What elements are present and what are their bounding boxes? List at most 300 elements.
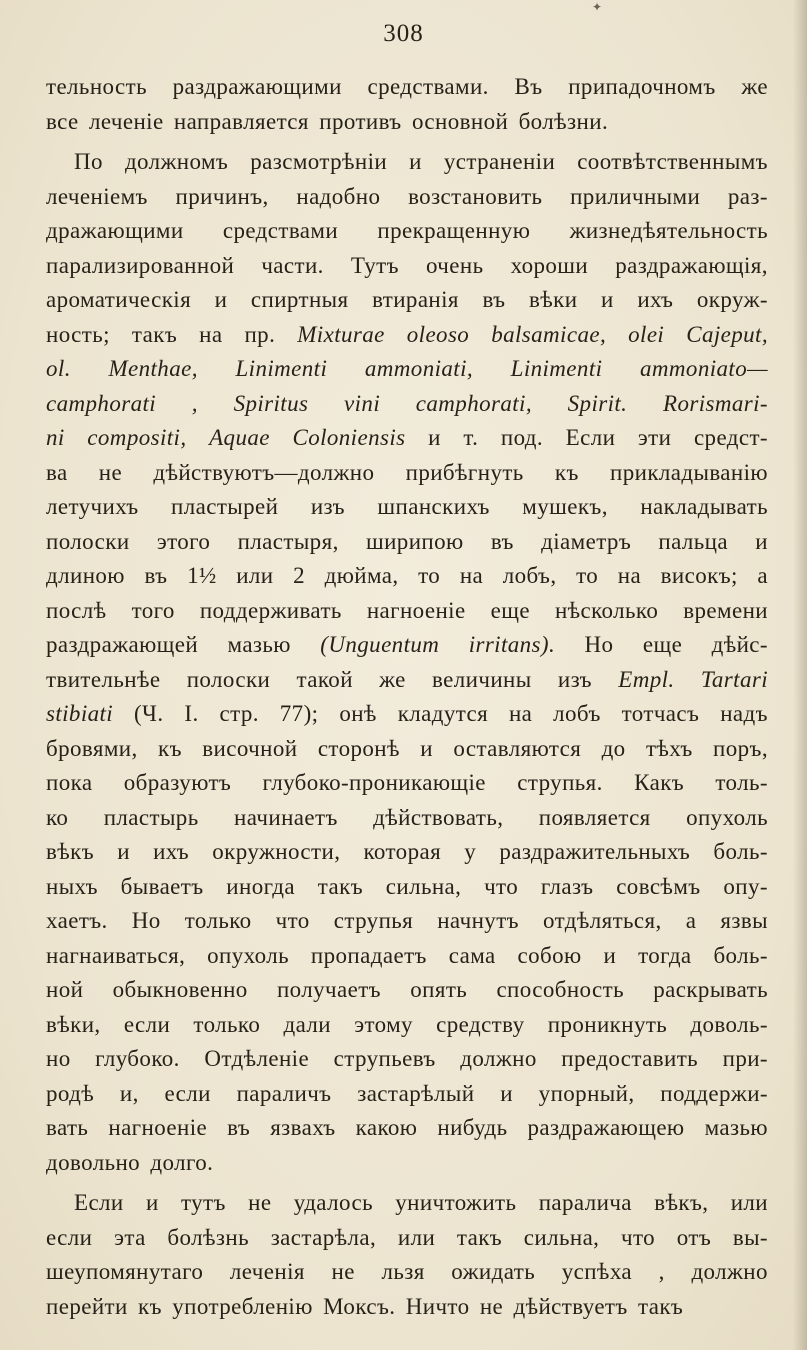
word: втиранія — [372, 287, 459, 312]
word: къ — [554, 459, 579, 485]
text-line — [46, 387, 768, 422]
word: опухоль — [207, 942, 290, 968]
page-edge-shadow — [793, 0, 807, 1350]
word: пластырь — [103, 804, 199, 830]
word: доволь- — [690, 1011, 768, 1037]
word: въ — [144, 563, 168, 588]
word: сторонѣ — [317, 735, 400, 761]
word: не — [479, 1293, 504, 1319]
word: раздражающей — [46, 632, 199, 657]
word: на — [459, 563, 484, 588]
word: величины — [432, 666, 532, 692]
latin-term-word: Aquae — [209, 425, 270, 450]
word: пластыря, — [237, 528, 339, 554]
word: же — [741, 74, 768, 99]
word: леченіе — [88, 108, 164, 134]
word: такъ — [317, 873, 363, 899]
word: ароматическія — [46, 287, 192, 312]
word: вы- — [732, 1224, 768, 1250]
word: а — [685, 908, 697, 933]
word: такъ — [456, 1224, 503, 1250]
word: леченіемъ — [46, 183, 148, 209]
word: эта — [114, 1224, 146, 1250]
word: если — [123, 1011, 171, 1037]
word: совсѣмъ — [616, 873, 701, 899]
word: удалось — [293, 1190, 373, 1215]
word: кладутся — [397, 701, 489, 726]
word: раз- — [727, 183, 768, 209]
word: соотвѣтственнымъ — [577, 149, 768, 174]
word: оставляются — [453, 735, 582, 761]
word: причинъ, — [175, 183, 269, 209]
word: довольно — [46, 1149, 141, 1175]
text-line — [46, 870, 768, 905]
word: застарѣла, — [270, 1224, 377, 1250]
word: образуютъ — [123, 770, 232, 795]
word: не — [331, 1259, 355, 1284]
body-text — [46, 70, 768, 1324]
latin-term-word: vini — [344, 390, 381, 416]
word: мазью — [227, 632, 291, 657]
word: т. — [463, 425, 479, 450]
paragraph — [46, 145, 768, 1180]
word: високъ; — [660, 563, 738, 588]
word: на — [617, 563, 642, 588]
ornament-mark: ✦ — [592, 0, 603, 14]
word: до — [601, 735, 626, 761]
text-line — [46, 525, 768, 560]
word: если — [46, 1224, 93, 1250]
word: на — [508, 701, 533, 726]
word: бровями, — [46, 735, 138, 761]
latin-term-word: ni — [46, 425, 65, 450]
word: пока — [46, 770, 93, 795]
word: глазъ — [540, 873, 594, 899]
word: сильна, — [523, 1224, 600, 1250]
text-line — [46, 801, 768, 836]
text-line — [46, 1186, 768, 1221]
latin-term-word: Coloniensis — [292, 425, 406, 450]
word: вѣкъ — [46, 839, 95, 864]
word: Если — [565, 425, 616, 450]
word: то — [576, 563, 599, 588]
text-line — [46, 732, 768, 767]
word: надъ — [720, 701, 768, 726]
word: если — [164, 1080, 211, 1106]
text-line — [46, 456, 768, 491]
text-line — [46, 318, 768, 353]
latin-term-word: balsamicae, — [491, 321, 607, 347]
word: послѣ — [46, 597, 107, 623]
word: окруж- — [696, 287, 768, 312]
word: дражающими — [46, 218, 184, 243]
text-line — [46, 1008, 768, 1043]
word: толь- — [715, 770, 768, 795]
latin-term-word: ammoniato— — [640, 356, 768, 381]
word: изъ — [310, 494, 345, 519]
word: и — [145, 1190, 159, 1215]
word: основной — [411, 108, 509, 134]
word: эти — [637, 425, 672, 450]
word: въ — [482, 287, 506, 312]
word: упорный, — [538, 1080, 635, 1106]
latin-term-word: compositi, — [87, 425, 187, 450]
word: начинаетъ — [234, 804, 338, 830]
word: длиною — [46, 563, 125, 588]
word: тутъ — [181, 1190, 226, 1215]
word: пр. — [244, 321, 276, 347]
word: дѣйствуютъ—должно — [153, 459, 375, 485]
word: Ничто — [405, 1293, 470, 1319]
word: и — [500, 1080, 513, 1106]
word: нѣсколько — [554, 597, 659, 623]
text-line — [46, 145, 768, 180]
word: 77); — [279, 701, 319, 726]
word: и — [420, 735, 433, 761]
word: приличными — [570, 183, 701, 209]
latin-term-word: Spirit. — [567, 390, 628, 416]
word: спиртныя — [250, 287, 349, 312]
word: дали — [283, 1011, 331, 1037]
word: же — [379, 666, 406, 692]
word: дѣйствуетъ — [513, 1293, 628, 1319]
word: под. — [500, 425, 544, 450]
word: ихъ — [153, 839, 190, 864]
word: твительнѣе — [46, 666, 161, 692]
word: предоставить — [561, 1046, 699, 1071]
word: разсмотрѣніи — [250, 149, 388, 174]
word: должно — [691, 1259, 768, 1284]
word: появляется — [538, 804, 651, 830]
word: и — [755, 528, 768, 554]
word: дюйма, — [324, 563, 399, 588]
latin-term-word: Linimenti — [510, 356, 603, 381]
word: сильна, — [385, 873, 462, 899]
text-line — [46, 939, 768, 974]
latin-term-word: camphorati — [46, 390, 157, 416]
word: парализированной — [46, 252, 235, 278]
word: раздражающею — [527, 1115, 685, 1140]
word: такъ — [638, 1293, 684, 1319]
word: Отдѣленіе — [204, 1046, 310, 1071]
latin-term-word: (Unguentum — [320, 632, 440, 657]
word: пластырей — [171, 494, 279, 519]
word: при- — [722, 1046, 768, 1071]
word: нибудь — [437, 1115, 508, 1140]
word: стр. — [219, 701, 259, 726]
latin-term-word: ol. — [46, 356, 71, 381]
word: только — [184, 908, 252, 933]
paragraph — [46, 70, 768, 139]
word: надобно — [296, 183, 381, 209]
word: тельность — [46, 74, 147, 99]
word: (Ч. — [133, 701, 164, 726]
text-line — [46, 421, 768, 456]
word: еще — [490, 597, 530, 623]
word: или — [730, 1190, 768, 1215]
word: опухоль — [686, 804, 768, 830]
word: которая — [363, 839, 442, 864]
word: нагнаиваться, — [46, 942, 186, 968]
word: язвахъ — [270, 1115, 336, 1140]
word: и — [409, 149, 422, 174]
word: ныхъ — [46, 873, 98, 899]
word: вѣки, — [46, 1011, 101, 1037]
latin-term-word: olei — [628, 321, 665, 347]
text-line — [46, 973, 768, 1008]
word: нагноеніе — [366, 597, 466, 623]
word: струпья — [333, 908, 414, 933]
word: еще — [642, 632, 683, 657]
word: прекращенную — [377, 218, 531, 243]
word: шпанскихъ — [377, 494, 490, 519]
word: хороши — [510, 252, 589, 278]
word: этому — [354, 1011, 413, 1037]
word: очень — [425, 252, 484, 278]
word: лобъ — [553, 701, 601, 726]
text-line — [46, 249, 768, 284]
word: паралича — [538, 1190, 632, 1215]
latin-term-word: irritans). — [468, 632, 556, 657]
word: Какъ — [634, 770, 685, 795]
word: 1½ — [187, 563, 217, 588]
word: жизнедѣятельность — [569, 218, 768, 243]
word: височной — [202, 735, 298, 761]
word: ко — [46, 804, 69, 830]
word: и — [601, 287, 614, 312]
word: раскрывать — [653, 977, 768, 1002]
word: средству — [436, 1011, 525, 1037]
word: застарѣлый — [357, 1080, 475, 1106]
word: раздражающими — [172, 74, 342, 99]
word: пропадаетъ — [310, 942, 427, 968]
word: онѣ — [339, 701, 377, 726]
word: отдѣляться, — [543, 908, 662, 933]
word: сама — [448, 942, 496, 968]
word: средствами — [222, 218, 339, 243]
text-line — [46, 1255, 768, 1290]
word: родѣ — [46, 1080, 95, 1106]
word: По — [74, 149, 103, 174]
word: поръ, — [713, 735, 768, 761]
word: поддержи- — [660, 1080, 768, 1106]
word: такой — [296, 666, 353, 692]
word: не — [98, 459, 123, 485]
latin-term-word: Empl. — [618, 666, 675, 692]
text-line — [46, 352, 768, 387]
word: направляется — [173, 108, 309, 134]
word: пальца — [658, 528, 728, 554]
word: летучихъ — [46, 494, 139, 519]
text-line — [46, 594, 768, 629]
text-line — [46, 663, 768, 698]
latin-term-word: , — [191, 390, 198, 416]
word: въ — [227, 1115, 251, 1140]
word: перейти — [46, 1293, 128, 1319]
latin-term-word: Menthae, — [108, 356, 198, 381]
word: и, — [119, 1080, 139, 1106]
latin-term-word: Tartari — [700, 666, 768, 692]
word: глубоко-проникающіе — [262, 770, 486, 795]
word: что — [621, 1224, 656, 1250]
word: употребленію — [172, 1293, 313, 1319]
word: боль- — [713, 942, 768, 968]
word: тогда — [638, 942, 692, 968]
latin-term-word: ammoniati, — [364, 356, 474, 381]
word: уничтожить — [395, 1190, 517, 1215]
word: струпьевъ — [333, 1046, 436, 1071]
word: возстановить — [408, 183, 543, 209]
text-line — [46, 490, 768, 525]
word: начнутъ — [437, 908, 519, 933]
word: ожидать — [451, 1259, 536, 1284]
word: на — [199, 321, 223, 347]
word: боль- — [713, 839, 768, 864]
text-line — [46, 1290, 768, 1325]
word: противъ — [319, 108, 402, 134]
latin-term-word: Mixturae — [297, 321, 385, 347]
word: части. — [261, 252, 324, 278]
word: только — [193, 1011, 261, 1037]
word: средст- — [693, 425, 768, 450]
text-line — [46, 283, 768, 318]
word: прибѣгнуть — [405, 459, 524, 485]
word: мазью — [704, 1115, 768, 1140]
word: вѣки — [529, 287, 578, 312]
word: лобъ, — [502, 563, 557, 588]
word: бываетъ — [120, 873, 204, 899]
word: у — [464, 839, 477, 864]
word: а — [757, 563, 768, 588]
word: Если — [74, 1190, 124, 1215]
word: вѣкъ, — [654, 1190, 709, 1215]
word: должно — [460, 1046, 537, 1071]
word: успѣха — [561, 1259, 633, 1284]
word: болѣзни. — [518, 108, 609, 134]
word: ширипою — [365, 528, 464, 554]
text-line — [46, 697, 768, 732]
word: къ — [158, 735, 182, 761]
word: полоски — [46, 528, 130, 554]
word: вать — [46, 1115, 89, 1140]
word: тотчасъ — [621, 701, 700, 726]
text-line — [46, 214, 768, 249]
word: раздражающія, — [615, 252, 768, 278]
word: или — [236, 563, 274, 588]
word: и — [428, 425, 441, 450]
word: параличъ — [236, 1080, 332, 1106]
word: не — [248, 1190, 272, 1215]
text-line — [46, 766, 768, 801]
word: но — [46, 1046, 71, 1071]
word: такъ — [131, 321, 178, 347]
text-line — [46, 1042, 768, 1077]
word: времени — [683, 597, 768, 623]
latin-term-word: stibiati — [46, 701, 114, 726]
word: средствами. — [367, 74, 489, 99]
word: должномъ — [124, 149, 229, 174]
word: все — [46, 108, 79, 134]
word: струпья. — [517, 770, 603, 795]
word: собою — [517, 942, 582, 968]
word: окружности, — [212, 839, 341, 864]
word: мушекъ, — [522, 494, 608, 519]
word: ность; — [46, 321, 110, 347]
latin-term-word: oleoso — [406, 321, 470, 347]
text-line — [46, 70, 768, 105]
word: язвы — [720, 908, 768, 933]
word: тѣхъ — [645, 735, 693, 761]
word: I. — [184, 701, 199, 726]
page-number: 308 — [383, 20, 424, 47]
word: и — [603, 942, 617, 968]
word: ихъ — [637, 287, 674, 312]
word: , — [658, 1259, 665, 1284]
word: хаетъ. — [46, 908, 108, 933]
word: Но — [131, 908, 161, 933]
word: проникнуть — [547, 1011, 668, 1037]
word: что — [275, 908, 310, 933]
text-line — [46, 1111, 768, 1146]
word: отъ — [676, 1224, 712, 1250]
word: или — [397, 1224, 436, 1250]
word: льзя — [381, 1259, 425, 1284]
word: поддерживать — [199, 597, 342, 623]
word: діаметръ — [541, 528, 632, 554]
word: Моксъ. — [323, 1293, 396, 1319]
word: получаетъ — [276, 977, 381, 1002]
word: опять — [410, 977, 468, 1002]
word: изъ — [557, 666, 592, 692]
text-line — [46, 180, 768, 215]
word: ной — [46, 977, 84, 1002]
word: дѣйс- — [711, 632, 768, 657]
word: Но — [584, 632, 614, 657]
word: ва — [46, 459, 68, 485]
word: устраненіи — [443, 149, 556, 174]
word: что — [484, 873, 519, 899]
word: нагноеніе — [108, 1115, 208, 1140]
word: 2 — [293, 563, 306, 588]
text-line — [46, 835, 768, 870]
word: прикладыванію — [610, 459, 768, 485]
latin-term-word: Cajeput, — [686, 321, 768, 347]
word: того — [131, 597, 175, 623]
word: къ — [138, 1293, 162, 1319]
word: способность — [496, 977, 624, 1002]
word: Въ — [514, 74, 543, 99]
word: и — [214, 287, 228, 312]
word: болѣзнь — [167, 1224, 249, 1250]
word: долго. — [150, 1149, 214, 1175]
word: иногда — [226, 873, 296, 899]
word: раздражительныхъ — [499, 839, 691, 864]
text-line — [46, 628, 768, 663]
paragraph — [46, 1186, 768, 1324]
word: то — [418, 563, 441, 588]
latin-term-word: camphorati, — [415, 390, 532, 416]
word: припадочномъ — [568, 74, 716, 99]
word: и — [117, 839, 130, 864]
word: дѣйствовать, — [373, 804, 504, 830]
word: этого — [156, 528, 211, 554]
text-line — [46, 105, 768, 140]
word: глубоко. — [95, 1046, 180, 1071]
latin-term-word: Spiritus — [233, 390, 309, 416]
text-line — [46, 1221, 768, 1256]
text-line — [46, 1146, 768, 1181]
word: шеупомянутаго — [46, 1259, 204, 1284]
